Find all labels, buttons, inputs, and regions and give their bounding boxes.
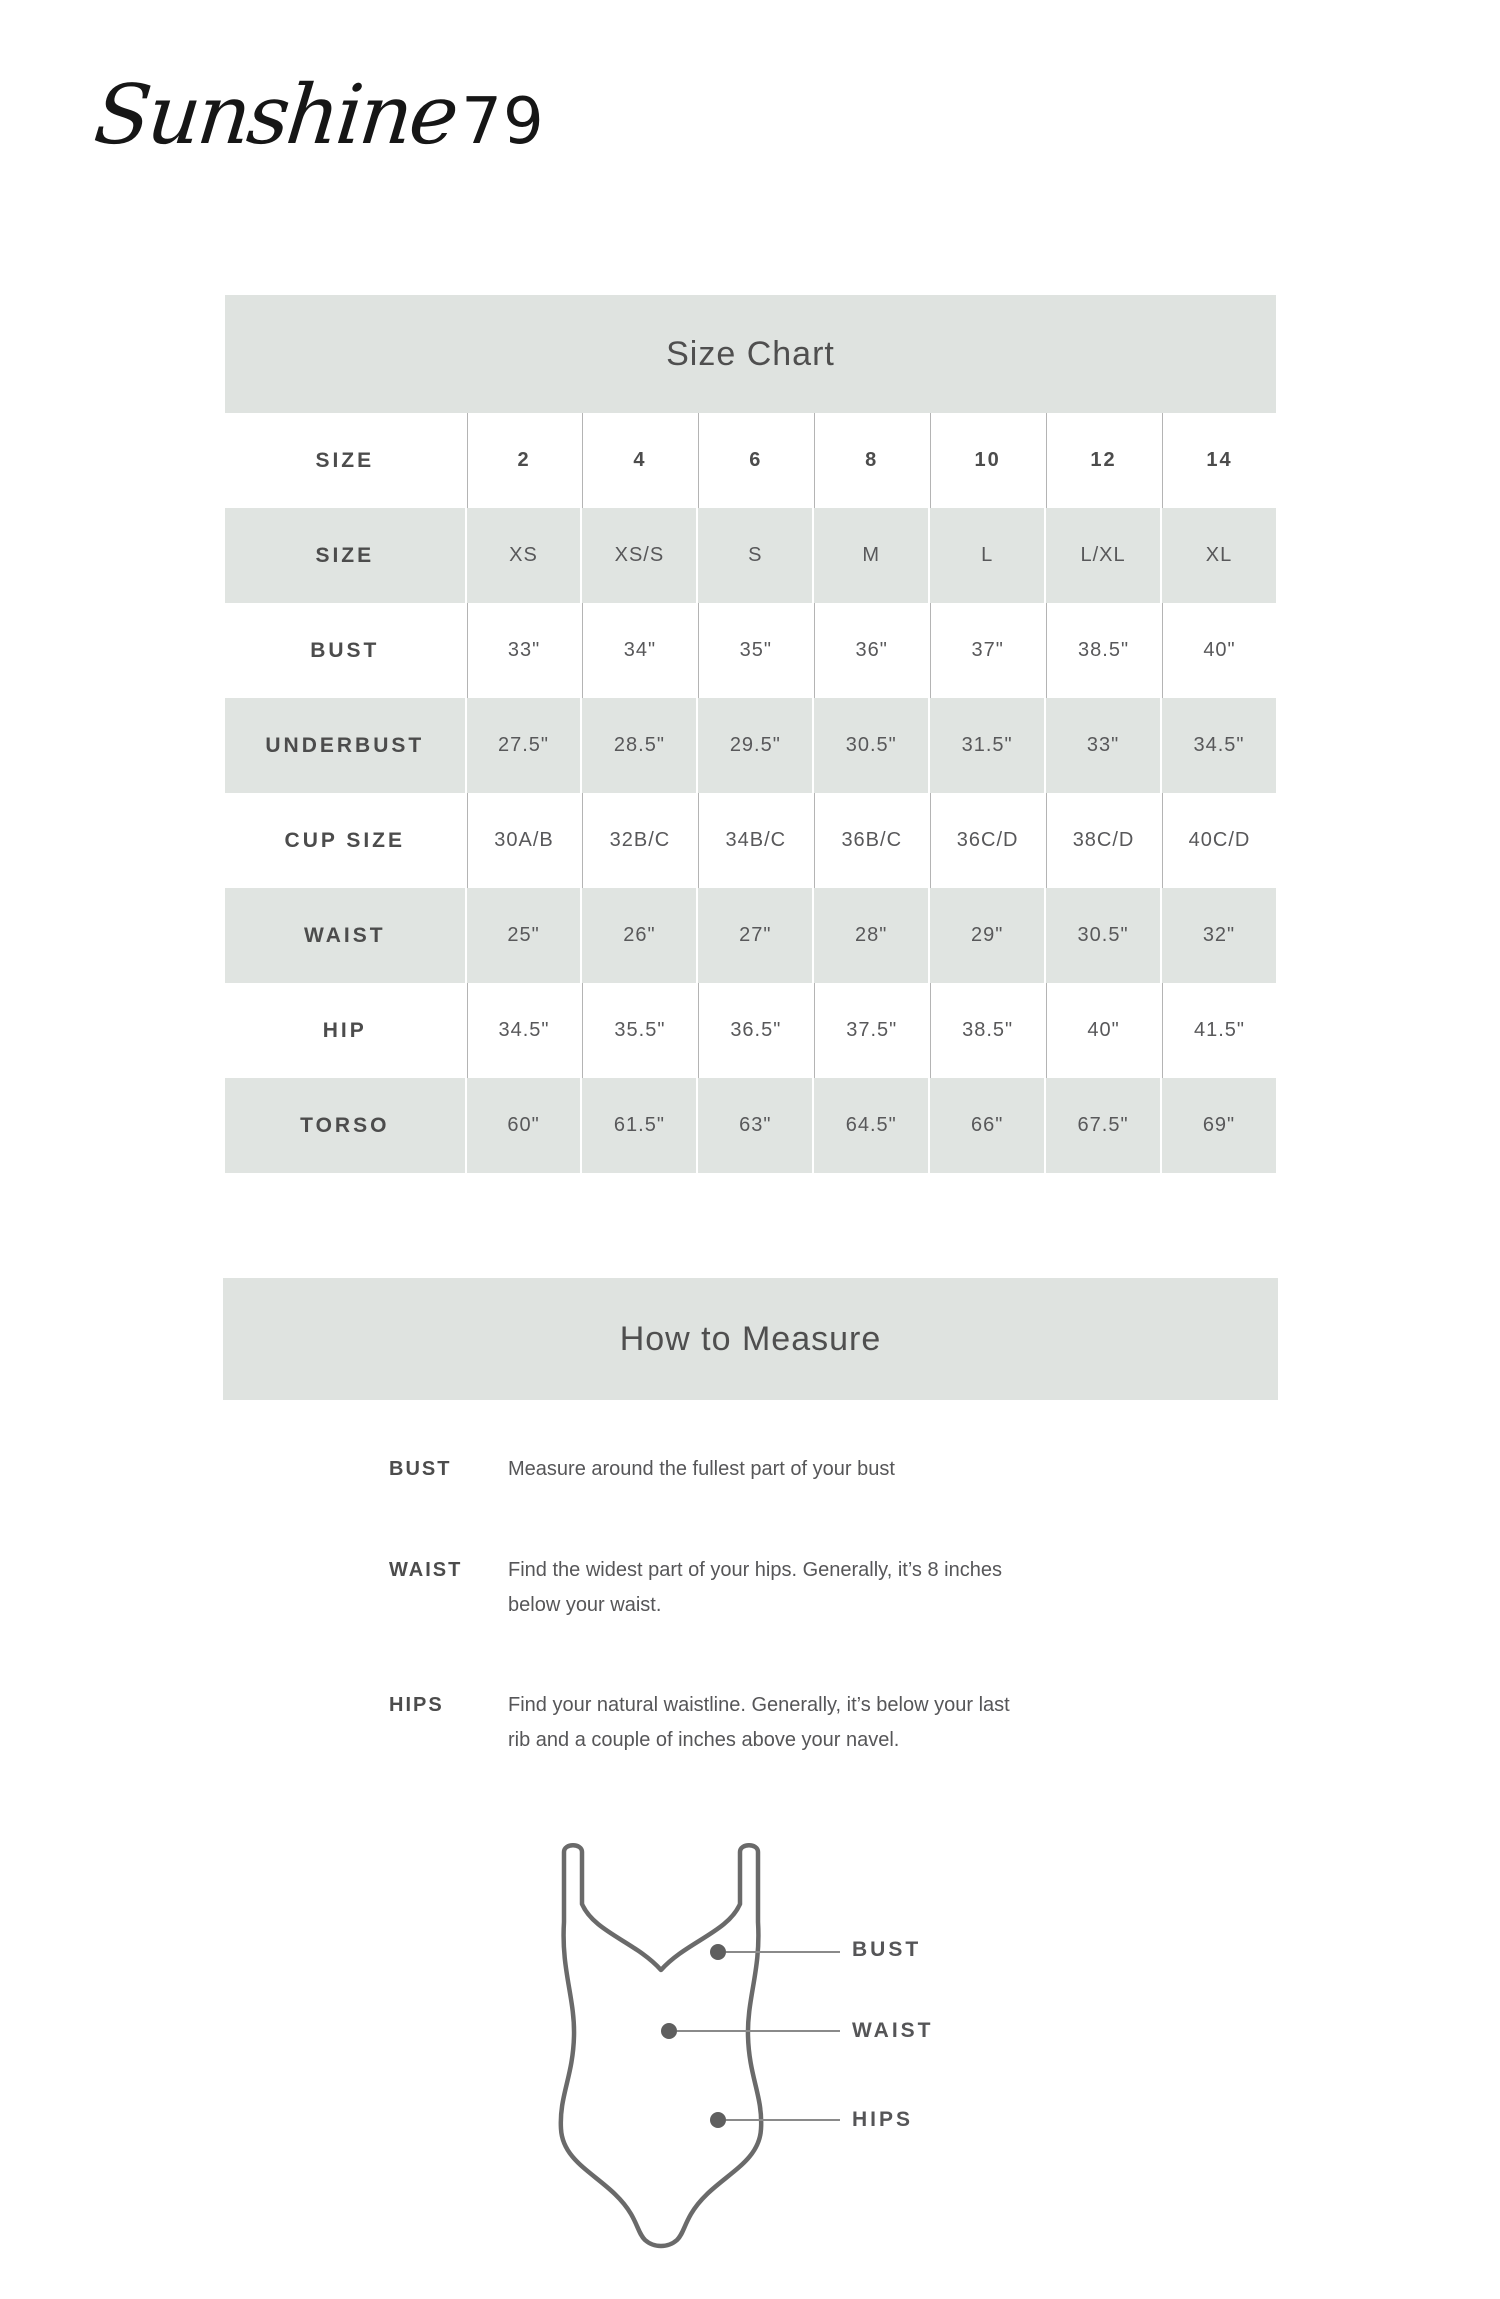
row-label: SIZE (225, 508, 465, 603)
row-label: SIZE (225, 413, 465, 508)
table-row-waist (225, 888, 1276, 983)
row-label: HIP (225, 983, 465, 1078)
measure-label: BUST (389, 1458, 452, 1480)
size-value: L (930, 508, 1044, 603)
row-label: UNDERBUST (225, 698, 465, 793)
row-label: BUST (225, 603, 465, 698)
size-value: 29.5" (698, 698, 812, 793)
hips-point-dot (710, 2112, 726, 2128)
size-value: 10 (930, 413, 1044, 508)
brand-logo-number: 79 (461, 85, 545, 159)
waist-point-dot (661, 2023, 677, 2039)
size-value: 28" (814, 888, 928, 983)
size-value: 34B/C (698, 793, 812, 888)
size-value: 32" (1162, 888, 1276, 983)
size-value: 36" (814, 603, 928, 698)
measure-description: Find your natural waistline. Generally, it’s below your last rib and a couple of inches above your navel. (508, 1694, 1010, 1751)
size-value: 36B/C (814, 793, 928, 888)
size-value: 60" (467, 1078, 581, 1173)
table-row-torso (225, 1078, 1276, 1173)
measure-instructions (389, 1452, 1028, 1758)
size-value: 34" (582, 603, 696, 698)
size-value: 63" (698, 1078, 812, 1173)
measure-description: Find the widest part of your hips. Generally, it’s 8 inches below your waist. (508, 1559, 1002, 1616)
diagram-label-bust: BUST (852, 1938, 922, 1961)
size-value: 30.5" (814, 698, 928, 793)
size-value: L/XL (1046, 508, 1160, 603)
size-value: XS (467, 508, 581, 603)
size-value: S (698, 508, 812, 603)
size-value: 33" (467, 603, 581, 698)
size-value: XS/S (582, 508, 696, 603)
size-value: 64.5" (814, 1078, 928, 1173)
size-value: 40" (1046, 983, 1160, 1078)
measure-item-waist (389, 1553, 1028, 1623)
size-value: 36.5" (698, 983, 812, 1078)
size-value: 28.5" (582, 698, 696, 793)
swimsuit-diagram-svg (520, 1830, 1080, 2270)
size-value: 32B/C (582, 793, 696, 888)
size-value: 30.5" (1046, 888, 1160, 983)
swimsuit-outline (561, 1845, 761, 2246)
size-value: 38.5" (930, 983, 1044, 1078)
size-value: 2 (467, 413, 581, 508)
brand-logo (90, 68, 545, 163)
measure-item-hips (389, 1688, 1028, 1758)
table-row-underbust (225, 698, 1276, 793)
table-row-size-letter (225, 508, 1276, 603)
size-value: 26" (582, 888, 696, 983)
size-value: 14 (1162, 413, 1276, 508)
size-value: 40" (1162, 603, 1276, 698)
size-value: 35" (698, 603, 812, 698)
size-value: 30A/B (467, 793, 581, 888)
size-value: 31.5" (930, 698, 1044, 793)
size-value: 37.5" (814, 983, 928, 1078)
size-value: 25" (467, 888, 581, 983)
size-value: 40C/D (1162, 793, 1276, 888)
table-row-cup-size (225, 793, 1276, 888)
size-value: 67.5" (1046, 1078, 1160, 1173)
measure-description: Measure around the fullest part of your bust (508, 1458, 895, 1480)
size-chart-title: Size Chart (225, 295, 1276, 413)
diagram-label-hips: HIPS (852, 2108, 914, 2131)
size-value: 35.5" (582, 983, 696, 1078)
size-value: 34.5" (1162, 698, 1276, 793)
size-value: 34.5" (467, 983, 581, 1078)
table-row-size-number (225, 413, 1276, 508)
table-row-bust (225, 603, 1276, 698)
size-value: 61.5" (582, 1078, 696, 1173)
size-value: 27" (698, 888, 812, 983)
size-value: 37" (930, 603, 1044, 698)
size-value: 6 (698, 413, 812, 508)
table-title-row (225, 295, 1276, 413)
size-value: 66" (930, 1078, 1044, 1173)
size-value: 36C/D (930, 793, 1044, 888)
size-value: 29" (930, 888, 1044, 983)
size-value: 12 (1046, 413, 1160, 508)
size-value: 38C/D (1046, 793, 1160, 888)
size-value: 8 (814, 413, 928, 508)
measure-item-bust (389, 1452, 1028, 1487)
row-label: TORSO (225, 1078, 465, 1173)
size-value: 41.5" (1162, 983, 1276, 1078)
bust-point-dot (710, 1944, 726, 1960)
size-value: 33" (1046, 698, 1160, 793)
size-chart-table (223, 295, 1278, 1173)
row-label: WAIST (225, 888, 465, 983)
how-to-measure-header (223, 1278, 1278, 1400)
table-row-hip (225, 983, 1276, 1078)
brand-logo-script: Sunshine (90, 68, 461, 163)
size-value: M (814, 508, 928, 603)
how-to-measure-title: How to Measure (619, 1319, 882, 1358)
diagram-label-waist: WAIST (852, 2019, 934, 2042)
size-value: 4 (582, 413, 696, 508)
size-value: 27.5" (467, 698, 581, 793)
size-value: 38.5" (1046, 603, 1160, 698)
row-label: CUP SIZE (225, 793, 465, 888)
measure-label: HIPS (389, 1694, 444, 1716)
size-value: XL (1162, 508, 1276, 603)
measure-label: WAIST (389, 1559, 463, 1581)
measurement-diagram (520, 1830, 1080, 2270)
size-value: 69" (1162, 1078, 1276, 1173)
